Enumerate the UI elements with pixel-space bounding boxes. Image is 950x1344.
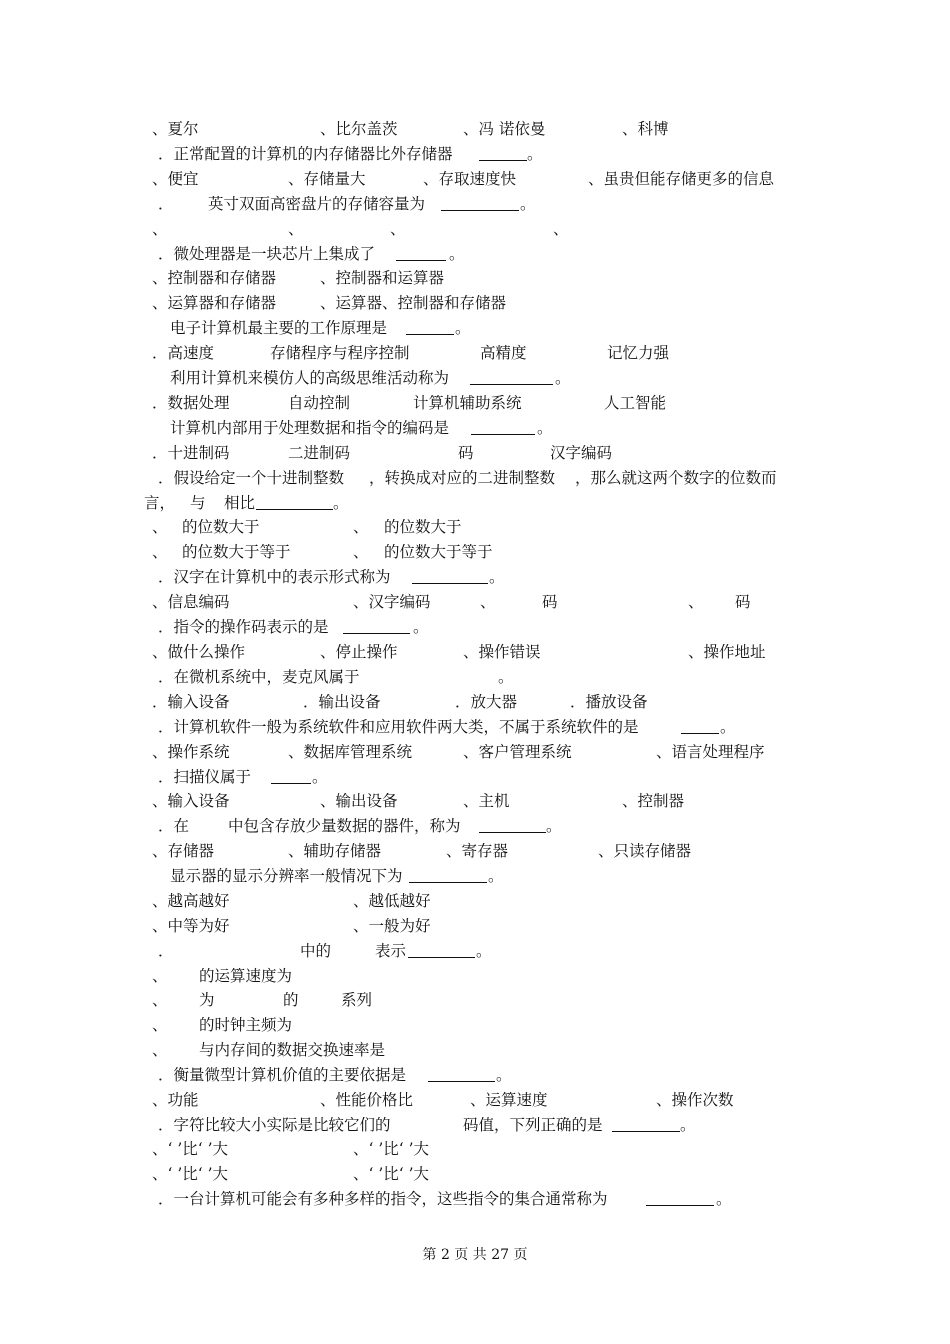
question-text: 利用计算机来模仿人的高级思维活动称为 <box>170 369 450 387</box>
question-text: 计算机内部用于处理数据和指令的编码是 <box>170 419 450 437</box>
question-text: 、停止操作 <box>320 643 398 661</box>
question-text: 、只读存储器 <box>598 842 692 860</box>
question-line <box>0 789 950 814</box>
question-text: 、 <box>152 1041 168 1059</box>
question-text: 、操作次数 <box>656 1091 734 1109</box>
question-text: ．微处理器是一块芯片上集成了 <box>158 245 376 263</box>
question-text: 码值，下列正确的是 <box>463 1116 603 1134</box>
question-text: ，那么就这两个数字的位数而 <box>575 469 777 487</box>
question-line <box>0 914 950 939</box>
answer-blank <box>408 939 475 958</box>
question-text: 高精度 <box>480 344 527 362</box>
question-text: ． <box>158 195 174 213</box>
question-text: 相比 <box>224 494 256 512</box>
question-line <box>0 864 950 889</box>
question-line <box>0 316 950 341</box>
question-text: 、信息编码 <box>152 593 230 611</box>
question-text: 、 <box>480 593 496 611</box>
question-text: 、辅助存储器 <box>288 842 382 860</box>
question-text: 、 <box>152 220 168 238</box>
question-line <box>0 690 950 715</box>
question-text: 、冯 诺依曼 <box>463 120 546 138</box>
question-text: 人工智能 <box>604 394 667 412</box>
question-text: 与内存间的数据交换速率是 <box>199 1041 386 1059</box>
answer-blank <box>271 765 311 784</box>
question-text: 、做什么操作 <box>152 643 246 661</box>
question-text: 、 <box>152 991 168 1009</box>
question-text: 、 <box>390 220 406 238</box>
answer-blank <box>441 192 519 211</box>
question-text: ．汉字在计算机中的表示形式称为 <box>158 568 391 586</box>
question-text: 的位数大于等于 <box>182 543 291 561</box>
answer-blank <box>406 316 454 335</box>
question-line <box>0 1013 950 1038</box>
question-text: ．字符比较大小实际是比较它们的 <box>158 1116 391 1134</box>
answer-blank <box>646 1187 714 1206</box>
question-text: 、 <box>152 967 168 985</box>
question-text: 码 <box>542 593 558 611</box>
question-text: 、虽贵但能存储更多的信息 <box>588 170 775 188</box>
question-text: ．输出设备 <box>303 693 381 711</box>
question-line <box>0 814 950 839</box>
question-text: 、存储器 <box>152 842 215 860</box>
question-line <box>0 466 950 491</box>
question-line <box>0 590 950 615</box>
question-text: 、越低越好 <box>353 892 431 910</box>
question-line <box>0 1038 950 1063</box>
question-text: 。 <box>496 1066 512 1084</box>
question-line <box>0 391 950 416</box>
question-text: 言， <box>144 494 176 512</box>
question-text: 存储程序与程序控制 <box>270 344 410 362</box>
question-text: 、控制器 <box>622 792 685 810</box>
question-line <box>0 266 950 291</box>
question-text: ．播放设备 <box>570 693 648 711</box>
question-text: 、一般为好 <box>353 917 431 935</box>
question-text: 的 <box>283 991 299 1009</box>
question-text: 、输入设备 <box>152 792 230 810</box>
question-line <box>0 964 950 989</box>
question-text: ．扫描仪属于 <box>158 768 252 786</box>
question-text: 、比尔盖茨 <box>320 120 398 138</box>
answer-blank <box>428 1063 495 1082</box>
question-line <box>0 341 950 366</box>
answer-blank <box>409 864 487 883</box>
question-text: 与 <box>190 494 206 512</box>
question-text: ．高速度 <box>152 344 215 362</box>
question-line <box>0 565 950 590</box>
question-line <box>0 142 950 167</box>
question-text: 、运算速度 <box>470 1091 548 1109</box>
question-text: 记忆力强 <box>607 344 670 362</box>
question-text: ． <box>158 942 174 960</box>
question-text: 自动控制 <box>288 394 351 412</box>
question-text: 、运算器、控制器和存储器 <box>320 294 507 312</box>
question-text: ．假设给定一个十进制整数 <box>158 469 345 487</box>
question-text: 。 <box>716 1190 732 1208</box>
question-line <box>0 715 950 740</box>
question-line <box>0 615 950 640</box>
question-text: 、寄存器 <box>446 842 509 860</box>
answer-blank <box>343 615 410 634</box>
answer-blank <box>612 1113 680 1132</box>
answer-blank <box>479 814 546 833</box>
question-text: 、‘ ’比‘ ’大 <box>353 1140 430 1158</box>
question-text: ．在微机系统中，麦克风属于 <box>158 668 360 686</box>
question-text: ，转换成对应的二进制整数 <box>369 469 556 487</box>
question-text: 计算机辅助系统 <box>413 394 522 412</box>
question-text: 。 <box>476 942 492 960</box>
question-text: 。 <box>333 494 349 512</box>
answer-blank <box>412 565 488 584</box>
question-text: 、 <box>152 1016 168 1034</box>
question-text: 、输出设备 <box>320 792 398 810</box>
question-text: 。 <box>546 817 562 835</box>
question-text: 、运算器和存储器 <box>152 294 277 312</box>
answer-blank <box>256 491 333 510</box>
question-text: 。 <box>489 568 505 586</box>
question-text: 、 <box>152 518 168 536</box>
question-line <box>0 167 950 192</box>
question-text: 、控制器和存储器 <box>152 269 277 287</box>
question-line <box>0 889 950 914</box>
question-text: 。 <box>520 195 536 213</box>
question-line <box>0 441 950 466</box>
answer-blank <box>471 416 535 435</box>
answer-blank <box>479 142 527 161</box>
page-footer <box>0 1245 950 1265</box>
question-text: 的位数大于等于 <box>384 543 493 561</box>
question-text: 、科博 <box>622 120 669 138</box>
question-text: 。 <box>498 668 514 686</box>
question-text: ．衡量微型计算机价值的主要依据是 <box>158 1066 407 1084</box>
question-text: ．在 <box>158 817 190 835</box>
question-text: ．放大器 <box>455 693 518 711</box>
question-text: 。 <box>312 768 328 786</box>
question-line <box>0 515 950 540</box>
question-text: 二进制码 <box>288 444 351 462</box>
question-text: 、汉字编码 <box>353 593 431 611</box>
question-text: 、操作地址 <box>688 643 766 661</box>
question-text: 、主机 <box>463 792 510 810</box>
question-text: 的运算速度为 <box>199 967 293 985</box>
question-text: 、 <box>553 220 569 238</box>
question-text: 。 <box>527 145 543 163</box>
question-line <box>0 1113 950 1138</box>
question-text: ．一台计算机可能会有多种多样的指令，这些指令的集合通常称为 <box>158 1190 608 1208</box>
question-line <box>0 665 950 690</box>
question-text: 、中等为好 <box>152 917 230 935</box>
question-text: 中包含存放少量数据的器件，称为 <box>228 817 461 835</box>
question-text: 。 <box>720 718 736 736</box>
question-text: 码 <box>735 593 751 611</box>
question-text: 系列 <box>341 991 373 1009</box>
question-line <box>0 491 950 516</box>
page-number: 第 2 页 共 27 页 <box>422 1247 528 1263</box>
question-text: 的位数大于 <box>182 518 260 536</box>
question-text: 。 <box>537 419 553 437</box>
question-text: 、客户管理系统 <box>463 743 572 761</box>
answer-blank <box>396 242 446 261</box>
question-line <box>0 217 950 242</box>
question-line <box>0 939 950 964</box>
question-line <box>0 291 950 316</box>
question-text: 汉字编码 <box>550 444 613 462</box>
question-text: 、夏尔 <box>152 120 199 138</box>
question-line <box>0 540 950 565</box>
question-text: 。 <box>555 369 571 387</box>
question-text: 、‘ ’比‘ ’大 <box>152 1140 229 1158</box>
answer-blank <box>470 366 553 385</box>
question-text: 中的 <box>300 942 332 960</box>
question-text: 显示器的显示分辨率一般情况下为 <box>170 867 403 885</box>
question-text: 、存储量大 <box>288 170 366 188</box>
question-line <box>0 740 950 765</box>
question-text: 。 <box>449 245 465 263</box>
question-line <box>0 988 950 1013</box>
question-text: 、功能 <box>152 1091 199 1109</box>
question-line <box>0 765 950 790</box>
question-line <box>0 640 950 665</box>
question-text: 、性能价格比 <box>320 1091 414 1109</box>
question-line <box>0 1088 950 1113</box>
answer-blank <box>681 715 719 734</box>
question-text: 、越高越好 <box>152 892 230 910</box>
question-text: 、操作错误 <box>463 643 541 661</box>
question-text: ．指令的操作码表示的是 <box>158 618 329 636</box>
question-line <box>0 117 950 142</box>
question-line <box>0 416 950 441</box>
question-line <box>0 366 950 391</box>
question-text: 表示 <box>375 942 407 960</box>
question-text: 、 <box>288 220 304 238</box>
question-line <box>0 1063 950 1088</box>
question-text: 、 <box>353 543 369 561</box>
question-line <box>0 242 950 267</box>
question-text: 码 <box>458 444 474 462</box>
question-text: 、控制器和运算器 <box>320 269 445 287</box>
question-text: 、存取速度快 <box>423 170 517 188</box>
question-text: 电子计算机最主要的工作原理是 <box>170 319 388 337</box>
question-text: 。 <box>488 867 504 885</box>
question-text: ．数据处理 <box>152 394 230 412</box>
question-text: 、 <box>688 593 704 611</box>
question-text: 。 <box>413 618 429 636</box>
question-text: ．正常配置的计算机的内存储器比外存储器 <box>158 145 453 163</box>
question-text: 、‘ ’比‘ ’大 <box>353 1165 430 1183</box>
question-line <box>0 192 950 217</box>
question-text: ．输入设备 <box>152 693 230 711</box>
question-text: 的位数大于 <box>384 518 462 536</box>
question-text: 的时钟主频为 <box>199 1016 293 1034</box>
question-line <box>0 1187 950 1212</box>
question-text: 、 <box>353 518 369 536</box>
question-text: 、便宜 <box>152 170 199 188</box>
question-text: 。 <box>680 1116 696 1134</box>
question-line <box>0 839 950 864</box>
question-text: ．计算机软件一般为系统软件和应用软件两大类，不属于系统软件的是 <box>158 718 639 736</box>
question-text: 、操作系统 <box>152 743 230 761</box>
question-text: 、‘ ’比‘ ’大 <box>152 1165 229 1183</box>
question-text: 、数据库管理系统 <box>288 743 413 761</box>
question-text: 英寸双面高密盘片的存储容量为 <box>208 195 426 213</box>
question-text: 、语言处理程序 <box>656 743 765 761</box>
question-line <box>0 1162 950 1187</box>
question-text: ．十进制码 <box>152 444 230 462</box>
question-line <box>0 1137 950 1162</box>
question-text: 为 <box>199 991 215 1009</box>
question-text: 、 <box>152 543 168 561</box>
question-text: 。 <box>455 319 471 337</box>
